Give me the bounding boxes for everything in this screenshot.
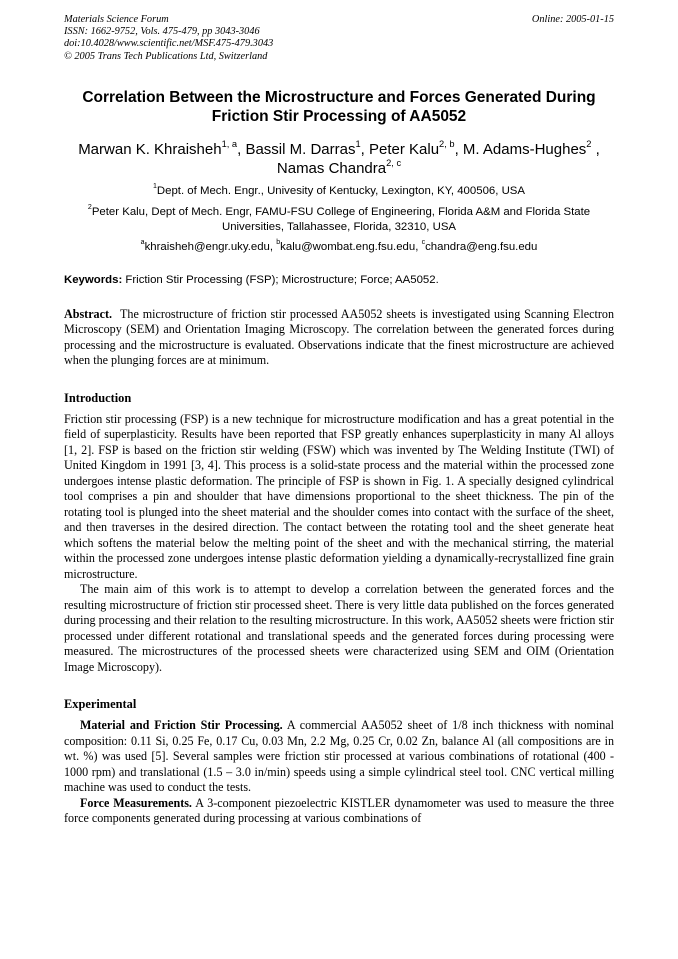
author-superscript: 2, c [386,157,402,168]
email-address: kalu@wombat.eng.fsu.edu [280,240,416,253]
author-separator: , [454,140,463,158]
introduction-paragraph-1: Friction stir processing (FSP) is a new technique for microstructure modification and has a great potential in the field of superplasticity. Results have been reported that FSP greatly enhances superplasticity in many Al alloys [1, 2]. FSP is based on the friction stir welding (FSW) which was invented by The Welding Institute (TWI) of United Kingdom in 1991 [3, 4]. This process is a solid-state process and the material within the processed zone undergoes intense plastic deformation. The principle of FSP is shown in Fig. 1. A specially designed cylindrical tool comprises a pin and shoulder that have dimensions proportional to the sheet thickness. The pin of the rotating tool is plunged into the sheet material and the shoulder comes into contact with the surface of the sheet, and then traverses in the desired direction. The contact between the rotating tool and the sheet generate heat which softens the material below the melting point of the sheet and with the mechanical stirring, the material within the processed zone undergoes intense plastic deformation yielding a dynamically-recrystallized fine grain microstructure. [64,411,614,581]
author-name: Peter Kalu [369,140,440,158]
publication-header [64,14,614,63]
author-name: Marwan K. Khraisheh [78,140,222,158]
author-list [64,140,614,178]
keywords-text: Friction Stir Processing (FSP); Microstructure; Force; AA5052. [125,273,439,286]
email-separator: , [269,240,277,253]
email-superscript: c [421,239,426,247]
email-address: chandra@eng.fsu.edu [425,240,538,253]
author-name: Bassil M. Darras [245,140,356,158]
affiliation-2 [64,205,614,235]
author-separator: , [591,140,600,158]
copyright-line: © 2005 Trans Tech Publications Ltd, Switzerland [64,50,268,62]
abstract-text: The microstructure of friction stir processed AA5052 sheets is investigated using Scanning Electron Microscopy (SEM) and Orientation Imaging Microscopy. The correlation between the generated forces during processing and the microstructure is evaluated. Observations indicate that the finest microstructure are achieved when the plunging forces are at minimum. [64,306,614,368]
paper-title: Correlation Between the Microstructure and Forces Generated During Friction Stir Processing of AA5052 [82,88,596,125]
author-superscript: 2, b [439,138,455,149]
email-separator: , [415,240,422,253]
subsection-lead-force: Force Measurements. [80,795,192,810]
abstract-paragraph [64,307,614,369]
affiliation-text: Peter Kalu, Dept of Mech. Engr, FAMU-FSU College of Engineering, Florida A&M and Florida State Universities, Tallahassee, Florida, 32310, USA [91,205,591,233]
issn-line: ISSN: 1662-9752, Vols. 475-479, pp 3043-3046 [64,26,260,38]
author-superscript: 2 [586,138,592,149]
affiliation-text: Dept. of Mech. Engr., Univesity of Kentucky, Lexington, KY, 400506, USA [156,184,525,197]
author-emails [64,240,614,255]
experimental-paragraph-1 [64,718,614,796]
author-separator: , [360,140,369,158]
doi-line: doi:10.4028/www.scientific.net/MSF.475-479.3043 [64,38,274,50]
author-superscript: 1, a [221,138,238,149]
affiliation-superscript: 1 [152,183,157,191]
affiliation-1 [64,184,614,199]
introduction-paragraph-2: The main aim of this work is to attempt to develop a correlation between the generated forces and the resulting microstructure of friction stir processed sheet. There is very little data published on the forces generated during processing and their relation to the resulting microstructure. In this work, AA5052 sheets were friction stir processed under different rotational and translational speeds and the generated forces during processing were measured. The microstructures of the processed sheets were characterized using SEM and OIM (Orientation Image Microscopy). [64,582,614,674]
experimental-paragraph-2 [64,796,614,827]
experimental-text-1: A commercial AA5052 sheet of 1/8 inch thickness with nominal composition: 0.11 Si, 0.25 Fe, 0.17 Cu, 0.03 Mn, 2.2 Mg, 0.25 Cr, 0.02 Zn, balance Al (all compositions are in wt. %) was used [5]. Several samples were friction stir processed at various combinations of rotational (400 - 1000 rpm) and translational (1.5 – 3.0 in/min) speeds using a simple cylindrical steel tool. CNC vertical milling machine was used to conduct the tests. [64,718,614,795]
section-heading-introduction: Introduction [64,390,132,405]
experimental-text-2: A 3-component piezoelectric KISTLER dynamometer was used to measure the three force components generated during processing at various combinations of [64,795,615,826]
journal-name: Materials Science Forum [64,14,169,25]
subsection-lead-material: Material and Friction Stir Processing. [80,718,283,733]
online-date: Online: 2005-01-15 [531,14,614,25]
author-name: M. Adams-Hughes [462,140,587,158]
keywords-line [64,273,614,288]
author-separator: , [237,140,246,158]
abstract-label: Abstract. [64,306,113,321]
email-superscript: b [276,239,281,247]
section-heading-experimental: Experimental [64,697,137,712]
author-name: Namas Chandra [276,159,387,177]
email-superscript: a [140,239,145,247]
affiliation-superscript: 2 [87,204,92,212]
keywords-label: Keywords: [64,273,123,286]
author-superscript: 1 [355,138,361,149]
email-address: khraisheh@engr.uky.edu [144,240,270,253]
